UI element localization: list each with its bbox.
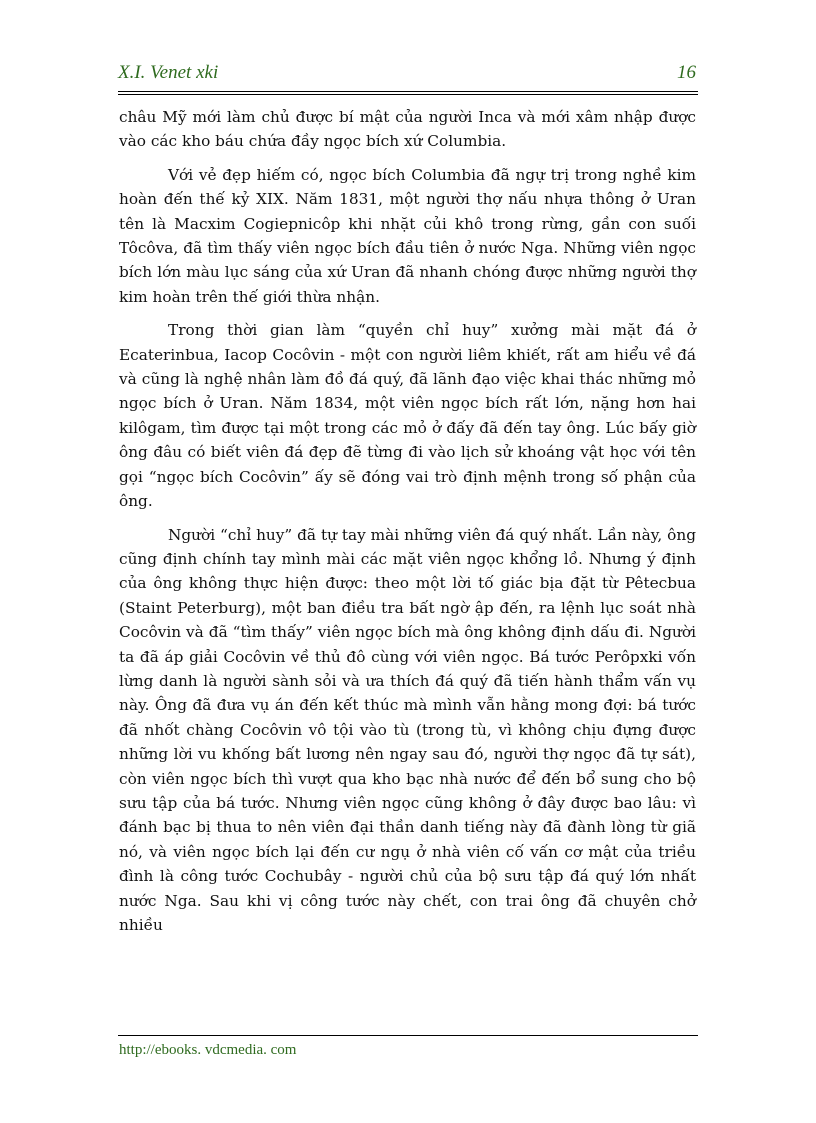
page-body (119, 105, 696, 946)
footer-url-link[interactable]: http://ebooks. vdcmedia. com (119, 1042, 297, 1058)
header-double-rule (118, 91, 698, 95)
paragraph: Với vẻ đẹp hiếm có, ngọc bích Columbia đã ngự trị trong nghề kim hoàn đến thế kỷ XIX. Năm 1831, một người thợ nấu nhựa thông ở Uran tên là Macxim Cogiepnicôp khi nhặt củi khô trong rừng, gần con suối Tôcôva, đã tìm thấy viên ngọc bích đầu tiên ở nước Nga. Những viên ngọc bích lớn màu lục sáng của xứ Uran đã nhanh chóng được những người thợ kim hoàn trên thế giới thừa nhận. (119, 165, 696, 306)
paragraph: Người “chỉ huy” đã tự tay mài những viên đá quý nhất. Lần này, ông cũng định chính tay mình mài các mặt viên ngọc khổng lồ. Nhưng ý định của ông không thực hiện được: theo một lời tố giác bịa đặt từ Pêtecbua (Staint Peterburg), một ban điều tra bất ngờ ập đến, ra lệnh lục soát nhà Cocôvin và đã “tìm thấy” viên ngọc bích mà ông không định dấu đi. Người ta đã áp giải Cocôvin về thủ đô cùng với viên ngọc. Bá tước Perôpxki vốn lừng danh là người sành sỏi và ưa thích đá quý đã tiến hành thẩm vấn vụ này. Ông đã đưa vụ án đến kết thúc mà mình vẫn hằng mong đợi: bá tước đã nhốt chàng Cocôvin vô tội vào tù (trong tù, vì không chịu đựng được những lời vu khống bất lương nên ngay sau đó, người thợ ngọc đã tự sát), còn viên ngọc bích thì vượt qua kho bạc nhà nước để đến bổ sung cho bộ sưu tập của bá tước. Nhưng viên ngọc cũng không ở đây được bao lâu: vì đánh bạc bị thua to nên viên đại thần danh tiếng này đã đành lòng từ giã nó, và viên ngọc bích lại đến cư ngụ ở nhà viên cố vấn cơ mật của triều đình là công tước Cochubây - người chủ của bộ sưu tập đá quý lớn nhất nước Nga. Sau khi vị công tước này chết, con trai ông đã chuyên chở nhiều (119, 525, 696, 934)
page-header (118, 62, 698, 88)
paragraph-continuation: châu Mỹ mới làm chủ được bí mật của người Inca và mới xâm nhập được vào các kho báu chứa đầy ngọc bích xứ Columbia. (119, 108, 696, 151)
paragraph: Trong thời gian làm “quyền chỉ huy” xưởng mài mặt đá ở Ecaterinbua, Iacop Cocôvin - một con người liêm khiết, rất am hiểu về đá và cũng là nghệ nhân làm đồ đá quý, đã lãnh đạo việc khai thác những mỏ ngọc bích ở Uran. Năm 1834, một viên ngọc bích rất lớn, nặng hơn hai kilôgam, tìm được tại một trong các mỏ ở đấy đã đến tay ông. Lúc bấy giờ ông đâu có biết viên đá đẹp đẽ từng đi vào lịch sử khoáng vật học với tên gọi “ngọc bích Cocôvin” ấy sẽ đóng vai trò định mệnh trong số phận của ông. (119, 321, 696, 511)
running-header-author: X.I. Venet xki (118, 62, 219, 83)
page-number: 16 (677, 62, 696, 83)
footer-rule (118, 1035, 698, 1036)
